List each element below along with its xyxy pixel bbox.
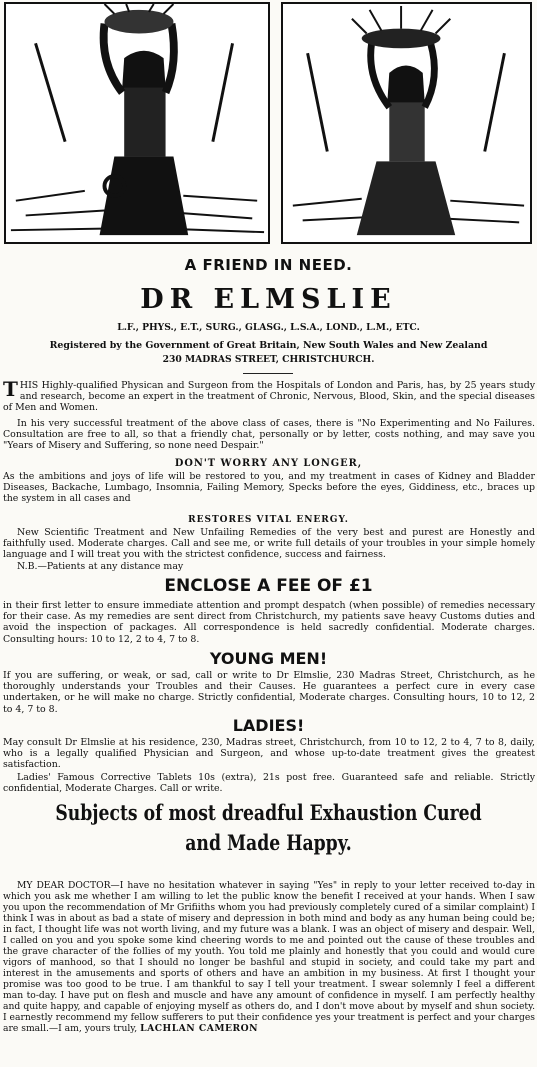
heading-dont-worry: DON'T WORRY ANY LONGER,: [174, 458, 363, 469]
heading-enclose-fee: ENCLOSE A FEE OF £1: [164, 576, 373, 596]
paragraph-experimenting: In his very successful treatment of the above class of cases, there is "No Experimenting and No Failures. Consultation are free to all, so that a friendly chat, personally or by letter, costs nothing, and may save you "Years of Misery and Suffering, so none need Despair.": [3, 418, 535, 452]
divider-short: [243, 373, 293, 374]
illustration-before: [4, 2, 270, 244]
testimonial-letter: [3, 880, 535, 1034]
intro-paragraph: [3, 377, 535, 414]
headline: A FRIEND IN NEED.: [184, 256, 353, 274]
paragraph-treatment: New Scientific Treatment and New Unfailing Remedies of the very best and purest are Honestly and faithfully used. Moderate charges. Call and see me, or write full details of your troubles in your simple homely language and I will treat you with the strictest confidence, success and fairness.: [3, 527, 535, 561]
heading-ladies: LADIES!: [232, 716, 305, 735]
heading-young-men: YOUNG MEN!: [209, 649, 328, 668]
address: 230 MADRAS STREET, CHRISTCHURCH.: [162, 354, 375, 365]
paragraph-fee: in their first letter to ensure immediate attention and prompt despatch (when possible) of remedies necessary for their case. As my remedies are sent direct from Christchurch, my patients save heavy Customs duties and avoid the inspection of packages. All correspondence is held sacredly confidential. Moderate charges. Consulting hours: 10 to 12, 2 to 4, 7 to 8.: [3, 600, 535, 645]
paragraph-young-men: If you are suffering, or weak, or sad, call or write to Dr Elmslie, 230 Madras Street, Christchurch, as he thoroughly understands your Troubles and their Causes. He guarantees a perfect cure in every case undertaken, or he will make no charge. Strictly confidential, Moderate charges. Consulting hours, 10 to 12, 2 to 4, 7 to 8.: [3, 670, 535, 715]
registration: Registered by the Government of Great Britain, New South Wales and New Zealand: [49, 340, 488, 351]
letter-signature: LACHLAN CAMERON: [140, 1023, 259, 1034]
doctor-name: DR ELMSLIE: [140, 284, 397, 315]
heading-vital-energy: RESTORES VITAL ENERGY.: [188, 515, 349, 525]
paragraph-ambitions: As the ambitions and joys of life will be restored to you, and my treatment in cases of Kidney and Bladder Diseases, Backache, Lumbago, Insomnia, Failing Memory, Specks before the eyes, Giddiness, etc., braces up the system in all cases and: [3, 471, 535, 505]
nb-note: N.B.—Patients at any distance may: [17, 561, 184, 572]
letter-body: MY DEAR DOCTOR—I have no hesitation whatever in saying "Yes" in reply to your letter received to-day in which you ask me whether I am willing to let the public know the benefit I received at your hands. When I saw you upon the recommendation of Mr Grifiiths whom you had previously completely cured of a similar complaint) I think I was in about as bad a state of misery and depression in both mind and body as any human being could be; in fact, I thought life was not worth living, and my future was a blank. I was an object of misery and despair. Well, I called on you and you spoke some kind cheering words to me and pointed out the cause of these troubles and the grave character of the follies of my youth. You told me plainly and honestly that you could and would cure vigors of manhood, so that I should no longer be bashful and stupid in society, and could take my part and interest in the amusements and sports of others and have an ambition in my business. At first I thought your promise was too good to be true. I am thankful to say I tell your treatment. I swear solemnly I feel a different man to-day. I have put on flesh and muscle and have any amount of confidence in myself. I am perfectly healthy and quite happy, and capable of enjoying myself as others do, and I don't move about by myself and shun society. I earnestly recommend my fellow sufferers to put their confidence yes your treatment is perfect and your charges are small.—I am, yours truly,: [3, 880, 535, 1034]
illustration-after: [281, 2, 532, 244]
dropcap: T: [3, 377, 18, 401]
heading-subjects: Subjects of most dreadful Exhaustion Cured and Made Happy.: [55, 800, 482, 855]
credentials: L.F., PHYS., E.T., SURG., GLASG., L.S.A., LOND., L.M., ETC.: [117, 322, 420, 333]
intro-text: HIS Highly-qualified Physican and Surgeon from the Hospitals of London and Paris, has, by 25 years study and research, become an expert in the treatment of Chronic, Nervous, Blood, Skin, and the special diseases of Men and Women.: [3, 380, 535, 414]
paragraph-tablets: Ladies' Famous Corrective Tablets 10s (extra), 21s post free. Guaranteed safe and reliable. Strictly confidential, Moderate Charges. Call or write.: [3, 772, 535, 795]
paragraph-ladies: May consult Dr Elmslie at his residence, 230, Madras street, Christchurch, from 10 to 12, 2 to 4, 7 to 8, daily, who is a legally qualified Physician and Surgeon, and whose up-to-date treatment gives the greatest satisfaction.: [3, 737, 535, 771]
